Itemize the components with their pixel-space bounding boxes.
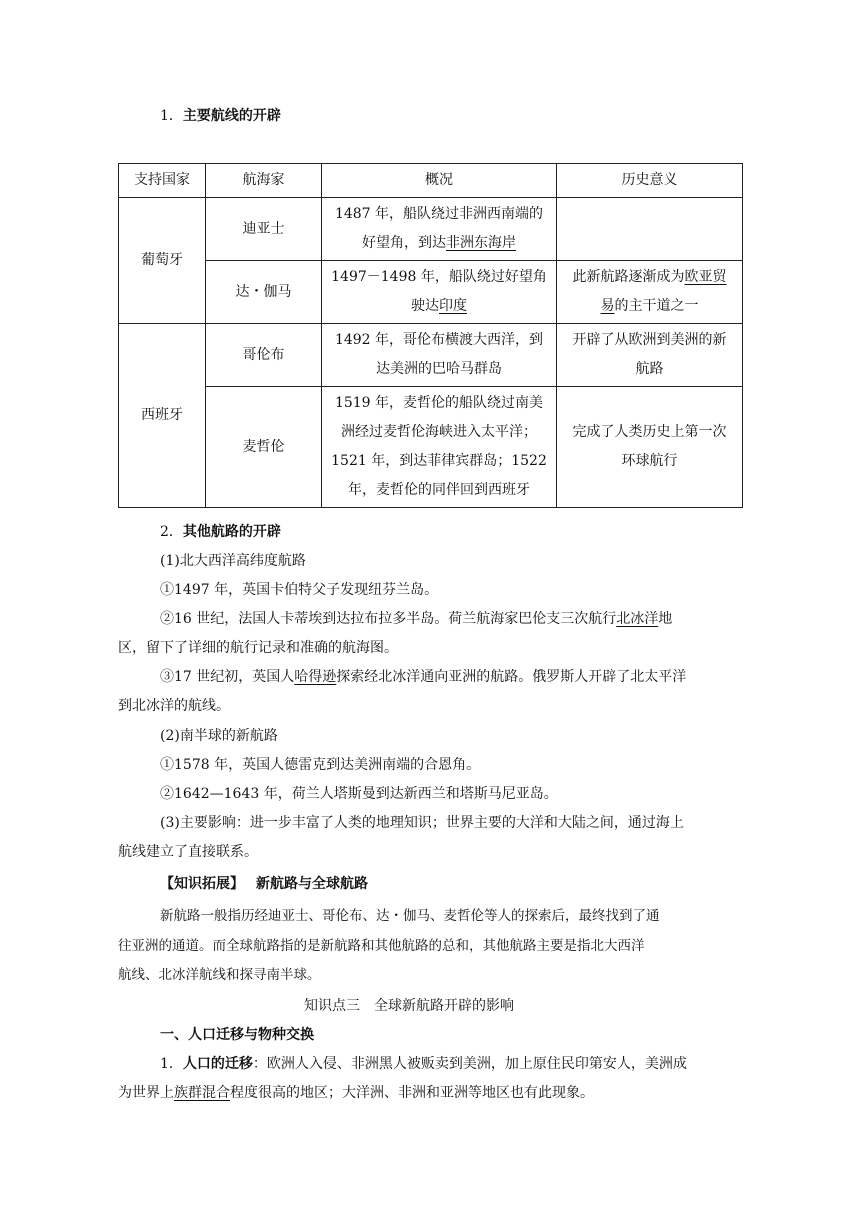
header-country: 支持国家 <box>119 164 206 198</box>
overview-cell: 1497－1498 年，船队绕过好望角 驶达印度 <box>322 261 557 324</box>
knowledge-point-heading: 知识点三 全球新航路开辟的影响 <box>304 998 514 1014</box>
header-navigator: 航海家 <box>206 164 322 198</box>
significance-cell: 此新航路逐渐成为欧亚贸 易的主干道之一 <box>557 261 743 324</box>
navigation-routes-table <box>118 163 743 508</box>
paragraph: ②1642—1643 年，荷兰人塔斯曼到达新西兰和塔斯马尼亚岛。 <box>160 786 558 802</box>
paragraph-continuation: 为世界上族群混合程度很高的地区；大洋洲、非洲和亚洲等地区也有此现象。 <box>118 1085 594 1101</box>
subheading-north-atlantic: (1)北大西洋高纬度航路 <box>160 553 306 569</box>
table-row <box>119 324 743 387</box>
header-overview: 概况 <box>322 164 557 198</box>
overview-cell: 1487 年，船队绕过非洲西南端的 好望角，到达非洲东海岸 <box>322 198 557 261</box>
significance-cell: 完成了人类历史上第一次 环球航行 <box>557 387 743 508</box>
navigator-cell: 麦哲伦 <box>206 387 322 508</box>
navigator-cell: 达・伽马 <box>206 261 322 324</box>
significance-cell: 开辟了从欧洲到美洲的新 航路 <box>557 324 743 387</box>
paragraph: ①1497 年，英国卡伯特父子发现纽芬兰岛。 <box>160 582 439 598</box>
overview-cell: 1519 年，麦哲伦的船队绕过南美 洲经过麦哲伦海峡进入太平洋； 1521 年，到达菲律宾群岛；1522 年，麦哲伦的同伴回到西班牙 <box>322 387 557 508</box>
paragraph: (3)主要影响：进一步丰富了人类的地理知识；世界主要的大洋和大陆之间，通过海上 <box>160 815 684 831</box>
paragraph: ①1578 年，英国人德雷克到达美洲南端的合恩角。 <box>160 757 481 773</box>
part-1-heading: 一、人口迁移与物种交换 <box>160 1027 314 1043</box>
significance-cell <box>557 198 743 261</box>
table-row <box>119 387 743 508</box>
section-number: 1． <box>160 108 183 124</box>
table-row <box>119 198 743 261</box>
navigator-cell: 哥伦布 <box>206 324 322 387</box>
paragraph: 1．人口的迁移：欧洲人入侵、非洲黑人被贩卖到美洲，加上原住民印第安人，美洲成 <box>160 1056 687 1072</box>
paragraph: ③17 世纪初，英国人哈得逊探索经北冰洋通向亚洲的航路。俄罗斯人开辟了北太平洋 <box>160 669 687 685</box>
section-title: 主要航线的开辟 <box>182 108 281 124</box>
paragraph: ②16 世纪，法国人卡蒂埃到达拉布拉多半岛。荷兰航海家巴伦支三次航行北冰洋地 <box>160 611 673 627</box>
extension-label: 【知识拓展】 <box>160 876 244 892</box>
paragraph-continuation: 到北冰洋的航线。 <box>118 698 230 714</box>
table-row <box>119 261 743 324</box>
overview-cell: 1492 年，哥伦布横渡大西洋，到 达美洲的巴哈马群岛 <box>322 324 557 387</box>
paragraph-continuation: 航线建立了直接联系。 <box>118 844 258 860</box>
extension-heading <box>160 874 368 894</box>
subheading-southern-hemisphere: (2)南半球的新航路 <box>160 728 278 744</box>
paragraph-continuation: 区，留下了详细的航行记录和准确的航海图。 <box>118 640 398 656</box>
table-header-row <box>119 164 743 198</box>
extension-text: 新航路一般指历经迪亚士、哥伦布、达・伽马、麦哲伦等人的探索后，最终找到了通 <box>160 908 660 924</box>
extension-title: 新航路与全球航路 <box>256 876 368 892</box>
header-significance: 历史意义 <box>557 164 743 198</box>
section-1-heading <box>160 106 281 126</box>
navigator-cell: 迪亚士 <box>206 198 322 261</box>
extension-text: 航线、北冰洋航线和探寻南半球。 <box>118 967 321 983</box>
section-2-heading: 2．其他航路的开辟 <box>160 524 281 540</box>
country-portugal: 葡萄牙 <box>119 198 206 324</box>
extension-text: 往亚洲的通道。而全球航路指的是新航路和其他航路的总和，其他航路主要是指北大西洋 <box>118 938 645 954</box>
country-spain: 西班牙 <box>119 324 206 508</box>
